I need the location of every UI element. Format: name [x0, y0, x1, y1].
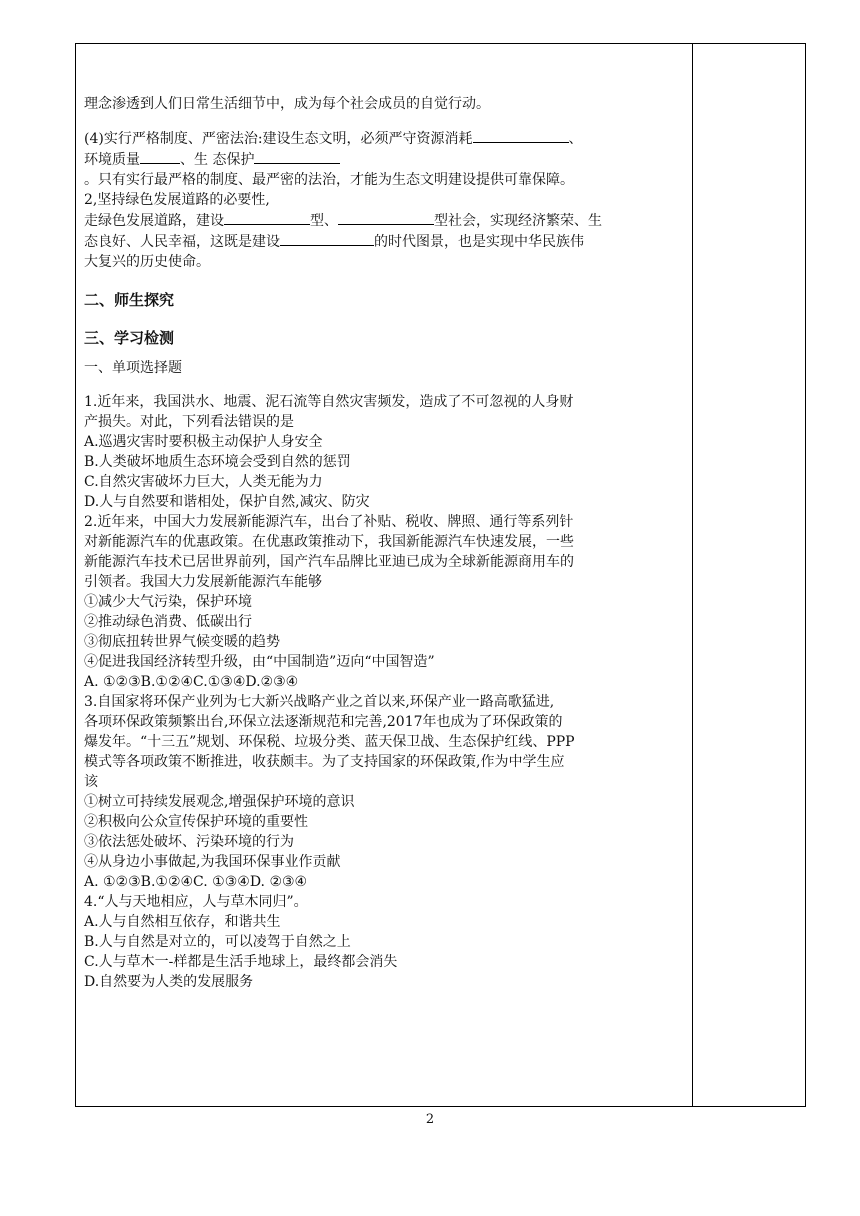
text: 的时代图景，也是实现中华民族伟 — [374, 234, 584, 250]
question-text: 3.自国家将环保产业列为七大新兴战略产业之首以来,环保产业一路高歌猛进, — [84, 694, 555, 710]
option: A.人与自然相互依存，和谐共生 — [84, 914, 281, 930]
statement: ②积极向公众宣传保护环境的重要性 — [84, 814, 308, 830]
option: D.人与自然要和谐相处，保护自然,减灾、防灾 — [84, 494, 370, 510]
fill-blank — [140, 149, 180, 164]
statement: ③彻底扭转世界气候变暖的趋势 — [84, 634, 280, 650]
text: 、 — [568, 131, 583, 147]
page-number: 2 — [425, 1112, 435, 1127]
question-text: 2.近年来，中国大力发展新能源汽车，出台了补贴、税收、牌照、通行等系列针 — [84, 514, 574, 530]
statement: ④从身边小事做起,为我国环保事业作贡献 — [84, 854, 341, 870]
statement: ②推动绿色消费、低碳出行 — [84, 614, 252, 630]
question-text: 产损失。对此，下列看法错误的是 — [84, 414, 294, 430]
option: C.自然灾害破坏力巨大，人类无能为力 — [84, 474, 323, 490]
statement: ④促进我国经济转型升级，由“中国制造”迈向“中国智造” — [84, 654, 435, 670]
question-text: 引领者。我国大力发展新能源汽车能够 — [84, 574, 322, 590]
section-heading: 三、学习检测 — [84, 329, 175, 347]
question-text: 4.“人与天地相应，人与草木同归”。 — [84, 894, 308, 910]
answer-choices: A. ①②③B.①②④C.①③④D.②③④ — [84, 674, 299, 690]
option: D.自然要为人类的发展服务 — [84, 974, 254, 990]
worksheet-table — [75, 43, 806, 1107]
question-text: 对新能源汽车的优惠政策。在优惠政策推动下，我国新能源汽车快速发展，一些 — [84, 534, 574, 550]
question-text: 该 — [84, 774, 98, 790]
fill-blank — [254, 149, 340, 164]
option: B.人类破坏地质生态环境会受到自然的惩罚 — [84, 454, 351, 470]
text: 型社会，实现经济繁荣、生 — [434, 213, 602, 229]
question-text: 新能源汽车技术已居世界前列，国产汽车品牌比亚迪已成为全球新能源商用车的 — [84, 554, 574, 570]
statement: ③依法惩处破坏、污染环境的行为 — [84, 834, 294, 850]
question-3 — [84, 692, 684, 892]
item2-title: 2,坚持绿色发展道路的必要性, — [84, 192, 270, 208]
question-text: 爆发年。“十三五”规划、环保税、垃圾分类、蓝天保卫战、生态保护红线、PPP — [84, 734, 575, 750]
item4-line3: 。只有实行最严格的制度、最严密的法治，才能为生态文明建设提供可靠保障。 — [84, 172, 574, 188]
option: B.人与自然是对立的，可以凌驾于自然之上 — [84, 934, 351, 950]
question-text: 1.近年来，我国洪水、地震、泥石流等自然灾害频发，造成了不可忽视的人身财 — [84, 394, 574, 410]
item2-line3: 大复兴的历史使命。 — [84, 254, 210, 270]
item4-line2 — [84, 149, 684, 170]
question-1 — [84, 392, 684, 512]
fill-blank — [280, 231, 374, 246]
text: 、生 态保护 — [180, 152, 255, 168]
statement: ①减少大气污染，保护环境 — [84, 594, 252, 610]
text: 环境质量 — [84, 152, 140, 168]
main-content-column — [84, 94, 684, 992]
fill-blank — [473, 128, 569, 143]
item2-line2 — [84, 231, 684, 252]
question-2 — [84, 512, 684, 692]
question-text: 模式等各项政策不断推进，收获颇丰。为了支持国家的环保政策,作为中学生应 — [84, 754, 565, 770]
text: (4)实行严格制度、严密法治:建设生态文明，必须严守资源消耗 — [84, 131, 473, 147]
option: C.人与草木一-样都是生活手地球上，最终都会消失 — [84, 954, 398, 970]
item4-line1 — [84, 128, 684, 149]
statement: ①树立可持续发展观念,增强保护环境的意识 — [84, 794, 355, 810]
answer-choices: A. ①②③B.①②④C. ①③④D. ②③④ — [84, 874, 308, 890]
subheading: 一、单项选择题 — [84, 360, 182, 376]
text: 态良好、人民幸福，这既是建设 — [84, 234, 280, 250]
text: 走绿色发展道路，建设 — [84, 213, 224, 229]
fill-blank — [338, 210, 434, 225]
text: 型、 — [310, 213, 338, 229]
paragraph-line: 理念渗透到人们日常生活细节中，成为每个社会成员的自觉行动。 — [84, 96, 490, 112]
question-text: 各项环保政策频繁出台,环保立法逐渐规范和完善,2017年也成为了环保政策的 — [84, 714, 563, 730]
option: A.巡遇灾害时要积极主动保护人身安全 — [84, 434, 323, 450]
section-heading: 二、师生探究 — [84, 291, 175, 309]
item2-line1 — [84, 210, 684, 231]
question-4 — [84, 892, 684, 992]
fill-blank — [224, 210, 310, 225]
notes-column-divider — [692, 44, 693, 1106]
